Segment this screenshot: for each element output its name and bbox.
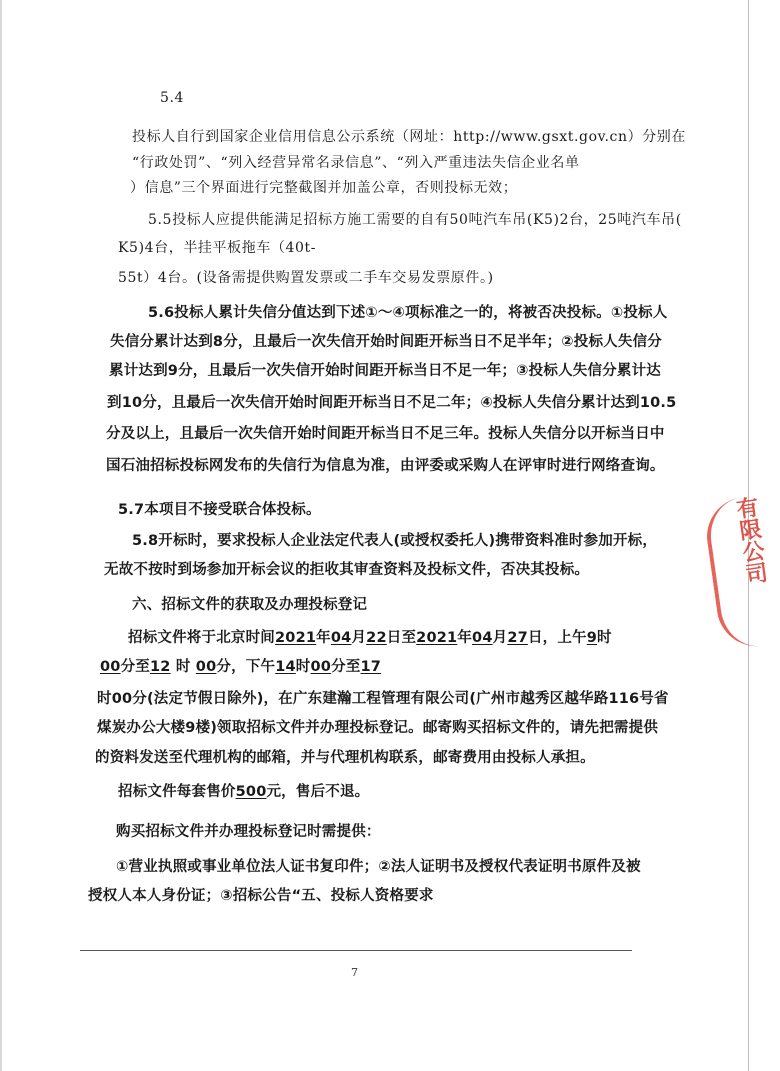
section-6-requirements-line-2: 授权人本人身份证；③招标公告“五、投标人资格要求 xyxy=(88,888,434,904)
start-year: 2021 xyxy=(275,630,317,646)
section-5-6-line-1: 5.6投标人累计失信分值达到下述①～④项标准之一的，将被否决投标。①投标人 xyxy=(148,305,668,321)
end-month: 04 xyxy=(472,630,493,646)
section-5-4-line-2: “行政处罚”、“列入经营异常名录信息”、“列入严重违法失信企业名单 xyxy=(132,155,580,171)
section-6-line-4: 煤炭办公大楼9楼)领取招标文件并办理投标登记。邮寄购买招标文件的，请先把需提供 xyxy=(97,720,659,736)
section-5-4-line-1: 投标人自行到国家企业信用信息公示系统（网址：http://www.gsxt.gov.cn）分别在 xyxy=(132,129,686,145)
price-suffix: 元，售后不退。 xyxy=(266,784,370,800)
section-5-5-line-3: 55t）4台。(设备需提供购置发票或二手车交易发票原件。) xyxy=(118,270,494,286)
start-day: 22 xyxy=(366,630,387,646)
am-start-minute: 00 xyxy=(100,659,121,675)
section-5-8-line-1: 5.8开标时，要求投标人企业法定代表人(或授权委托人)携带资料准时参加开标， xyxy=(132,533,658,549)
section-5-7-line-1: 5.7本项目不接受联合体投标。 xyxy=(118,502,321,518)
section-6-price-line xyxy=(118,782,369,802)
hour-label: 时 xyxy=(597,630,612,646)
end-day: 27 xyxy=(507,630,528,646)
section-5-6-line-5: 分及以上，且最后一次失信开始时间距开标当日不足三年。投标人失信分以开标当日中 xyxy=(106,426,665,442)
am-start-hour: 9 xyxy=(586,630,598,646)
section-5-6-line-4: 到10分，且最后一次失信开始时间距开标当日不足二年；④投标人失信分累计达到10.5 xyxy=(107,395,677,411)
page-edge-left xyxy=(0,0,2,1071)
section-6-line-2 xyxy=(100,657,381,677)
price-prefix: 招标文件每套售价 xyxy=(118,784,236,800)
hour-label-2: 时 xyxy=(170,659,196,675)
minute-to-label-2: 分至 xyxy=(331,659,361,675)
section-5-4-number: 5.4 xyxy=(160,90,185,106)
day-to-label: 日至 xyxy=(386,630,417,646)
section-6-line-3: 时00分(法定节假日除外)，在广东建瀚工程管理有限公司(广州市越秀区越华路116号省 xyxy=(97,691,669,707)
month-label: 月 xyxy=(351,630,367,646)
year-label: 年 xyxy=(316,630,331,646)
company-seal-stamp: 有限公司 xyxy=(702,495,780,652)
hour-label-3: 时 xyxy=(295,659,311,675)
year-label-2: 年 xyxy=(457,630,473,646)
pm-start-minute: 00 xyxy=(310,659,332,675)
page-number: 7 xyxy=(351,966,358,979)
am-end-hour: 12 xyxy=(150,659,171,675)
start-month: 04 xyxy=(330,630,352,646)
section-5-6-line-2: 失信分累计达到8分，且最后一次失信开始时间距开标当日不足半年；②投标人失信分 xyxy=(110,334,662,350)
section-6-heading: 六、招标文件的获取及办理投标登记 xyxy=(132,597,368,613)
month-label-2: 月 xyxy=(492,630,508,646)
section-5-6-line-3: 累计达到9分，且最后一次失信开始时间距开标当日不足一年；③投标人失信分累计达 xyxy=(109,363,661,379)
section-5-8-line-2: 无故不按时到场参加开标会议的拒收其审查资料及投标文件，否决其投标。 xyxy=(104,562,590,578)
price-value: 500 xyxy=(235,784,267,800)
minute-to-label: 分至 xyxy=(120,659,150,675)
day-am-label: 日，上午 xyxy=(527,630,587,646)
section-5-5-line-2: K5)4台，半挂平板拖车（40t- xyxy=(118,240,317,256)
section-6-line-5: 的资料发送至代理机构的邮箱，并与代理机构联系，邮寄费用由投标人承担。 xyxy=(95,750,595,766)
end-year: 2021 xyxy=(416,630,458,646)
section-6-requirements-heading: 购买招标文件并办理投标登记时需提供： xyxy=(116,824,381,840)
pm-end-hour: 17 xyxy=(360,659,382,675)
section-6-line-1 xyxy=(128,628,612,648)
footer-rule xyxy=(80,950,632,951)
section-5-5-line-1: 5.5投标人应提供能满足招标方施工需要的自有50吨汽车吊(K5)2台，25吨汽车吊( xyxy=(148,212,682,228)
section-5-4-line-3: ）信息”三个界面进行完整截图并加盖公章，否则投标无效； xyxy=(130,180,518,196)
pm-start-hour: 14 xyxy=(275,659,296,675)
section-6-requirements-line-1: ①营业执照或事业单位法人证书复印件；②法人证明书及授权代表证明书原件及被 xyxy=(116,859,641,875)
minute-pm-label: 分，下午 xyxy=(216,659,276,675)
date-prefix: 招标文件将于北京时间 xyxy=(128,630,275,646)
section-5-6-line-6: 国石油招标投标网发布的失信行为信息为准，由评委或采购人在评审时进行网络查询。 xyxy=(106,458,665,474)
am-end-minute: 00 xyxy=(195,659,217,675)
